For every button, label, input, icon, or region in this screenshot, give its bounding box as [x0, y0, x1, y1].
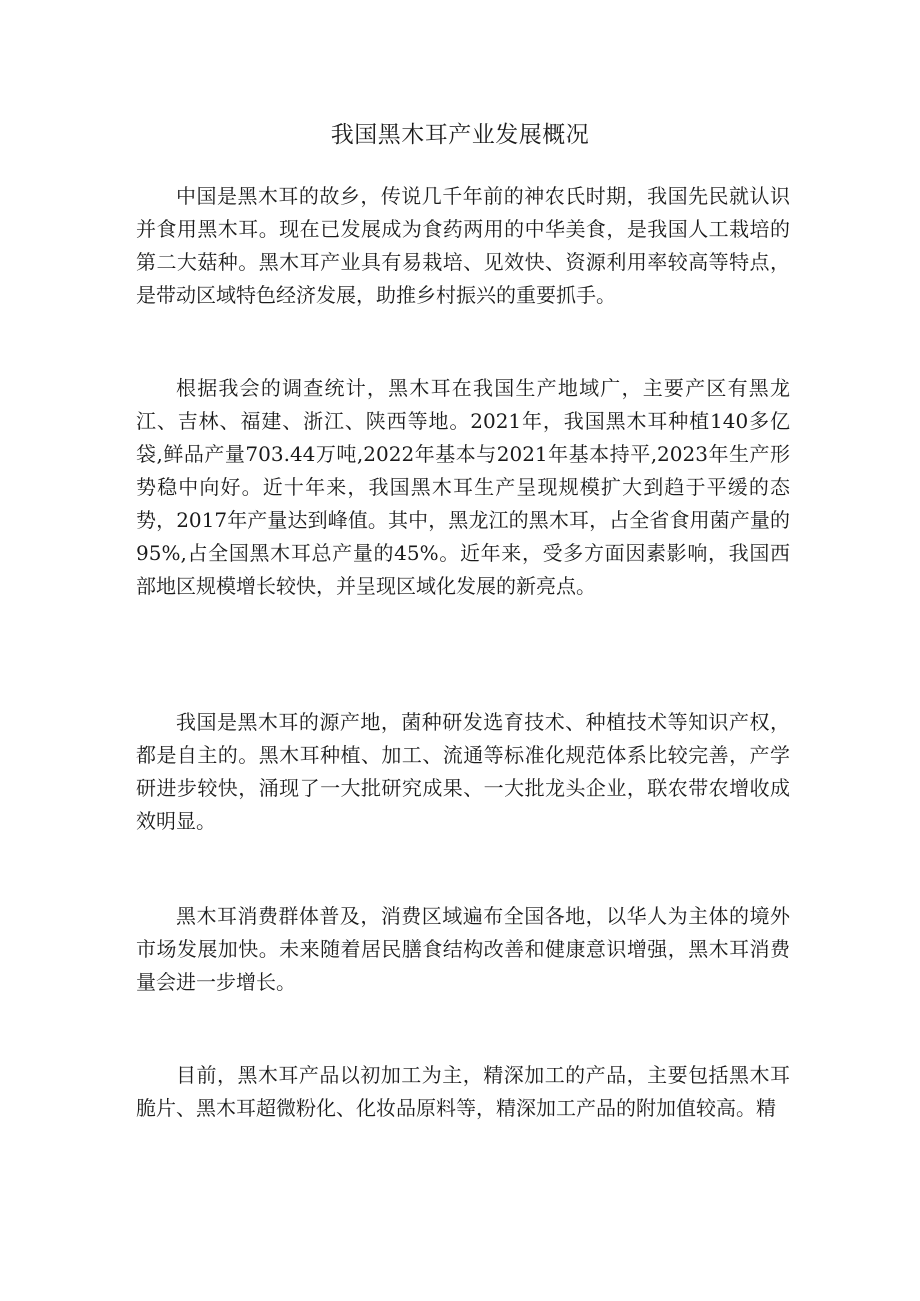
paragraph-technology: 我国是黑木耳的源产地，菌种研发选育技术、种植技术等知识产权，都是自主的。黑木耳种植、加工、流通等标准化规范体系比较完善，产学研进步较快，涌现了一大批研究成果、一大批龙头企业，联农带农增收成效明显。 — [136, 710, 790, 833]
paragraph-consumption: 黑木耳消费群体普及，消费区域遍布全国各地，以华人为主体的境外市场发展加快。未来随着居民膳食结构改善和健康意识增强，黑木耳消费量会进一步增长。 — [136, 904, 790, 994]
document-title: 我国黑木耳产业发展概况 — [330, 122, 590, 148]
paragraph-production-statistics: 根据我会的调查统计，黑木耳在我国生产地域广，主要产区有黑龙江、吉林、福建、浙江、陕西等地。2021年，我国黑木耳种植140多亿袋,鲜品产量703.44万吨,2022年基本与2021年基本持平,2023年生产形势稳中向好。近十年来，我国黑木耳生产呈现规模扩大到趋于平缓的态势，2017年产量达到峰值。其中，黑龙江的黑木耳，占全省食用菌产量的95%,占全国黑木耳总产量的45%。近年来，受多方面因素影响，我国西部地区规模增长较快，并呈现区域化发展的新亮点。 — [136, 376, 790, 598]
paragraph-processing: 目前，黑木耳产品以初加工为主，精深加工的产品，主要包括黑木耳脆片、黑木耳超微粉化、化妆品原料等，精深加工产品的附加值较高。精 — [136, 1063, 790, 1120]
paragraph-origin: 中国是黑木耳的故乡，传说几千年前的神农氏时期，我国先民就认识并食用黑木耳。现在已发展成为食药两用的中华美食，是我国人工栽培的第二大菇种。黑木耳产业具有易栽培、见效快、资源利用率较高等特点，是带动区域特色经济发展，助推乡村振兴的重要抓手。 — [136, 184, 790, 307]
